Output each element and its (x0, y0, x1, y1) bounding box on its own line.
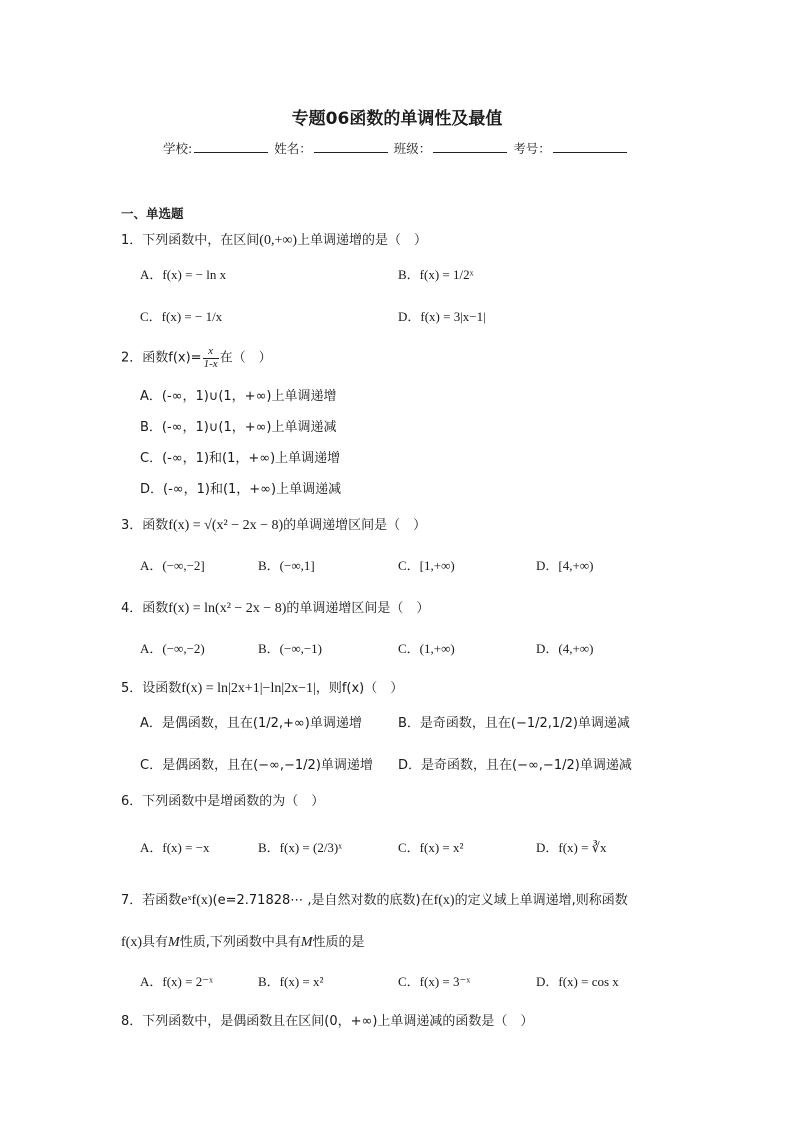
q7-line2-text-a: 具有 (142, 935, 169, 950)
q4-stem-text-b: 的单调递增区间是（ ） (286, 601, 430, 616)
class-blank (433, 141, 507, 153)
q7-line2-m2: M (300, 935, 313, 950)
q1-option-d[interactable]: D．f(x) = 3|x−1| (398, 309, 486, 324)
q1-stem-text-a: 1．下列函数中，在区间 (121, 233, 260, 248)
q5-option-c[interactable]: C．是偶函数，且在(−∞,−1/2)单调递增 (140, 758, 373, 773)
q2-frac-numerator: x (208, 345, 214, 357)
q5-stem-text-a: 5．设函数 (121, 681, 182, 696)
q1-option-c[interactable]: C．f(x) = − 1/x (140, 309, 223, 324)
q5-stem-text-b: ，则f(x)（ ） (315, 681, 404, 696)
q2-option-d[interactable]: D．(-∞，1)和(1，+∞)上单调递减 (140, 482, 342, 497)
question-2-stem (121, 346, 272, 370)
q7-line2-text-c: 性质的是 (312, 935, 365, 950)
q7-option-a[interactable]: A．f(x) = 2⁻ˣ (140, 974, 213, 989)
q7-stem-text-a: 7．若函数 (121, 893, 182, 908)
question-4-stem (121, 597, 429, 617)
q5-option-d[interactable]: D．是奇函数，且在(−∞,−1/2)单调递减 (398, 758, 632, 773)
q3-stem-text-b: 的单调递增区间是（ ） (283, 518, 427, 533)
q1-stem-text-b: 上单调递增的是（ ） (296, 233, 427, 248)
q7-option-d[interactable]: D．f(x) = cos x (536, 974, 619, 989)
page-title: 专题06函数的单调性及最值 (291, 109, 503, 129)
q4-stem-text-a: 4．函数 (121, 601, 169, 616)
q6-option-a[interactable]: A．f(x) = −x (140, 840, 210, 855)
q2-option-a[interactable]: A．(-∞，1)∪(1，+∞)上单调递增 (140, 389, 337, 404)
q2-stem-text-a: 2．函数f(x)= (121, 350, 202, 366)
q1-stem-math: (0,+∞) (259, 233, 297, 248)
exam-no-label: 考号： (513, 141, 551, 156)
q2-frac-denominator: 1-x (203, 357, 218, 370)
question-7-stem-line2 (121, 931, 365, 951)
q2-option-b[interactable]: B．(-∞，1)∪(1，+∞)上单调递减 (140, 420, 337, 435)
q3-stem-text-a: 3．函数 (121, 518, 169, 533)
q4-option-a[interactable]: A．(−∞,−2) (140, 641, 205, 656)
q7-stem-math: eˣf(x) (181, 893, 213, 908)
q7-line2-text-b: 性质,下列函数中具有 (179, 935, 301, 950)
q3-option-b[interactable]: B．(−∞,1] (258, 558, 315, 573)
class-label: 班级： (393, 141, 432, 156)
q4-option-c[interactable]: C．(1,+∞) (398, 641, 455, 656)
q2-stem-text-b: 在（ ） (219, 350, 272, 366)
school-label: 学校: (163, 141, 193, 156)
question-1-stem (121, 229, 427, 249)
exam-no-blank (553, 141, 627, 153)
school-blank (194, 141, 268, 153)
q6-option-d[interactable]: D．f(x) = ∛x (536, 840, 607, 855)
q3-option-a[interactable]: A．(−∞,−2] (140, 558, 205, 573)
q4-option-b[interactable]: B．(−∞,−1) (258, 641, 323, 656)
question-3-stem (121, 514, 426, 534)
q4-option-d[interactable]: D．(4,+∞) (536, 641, 594, 656)
q7-option-b[interactable]: B．f(x) = x² (258, 974, 324, 989)
q7-stem-text-b: (e=2.71828⋯ ,是自然对数的底数)在 (212, 893, 434, 908)
q5-option-a[interactable]: A．是偶函数，且在(1/2,+∞)单调递增 (140, 716, 362, 731)
q2-option-c[interactable]: C．(-∞，1)和(1，+∞)上单调递增 (140, 451, 341, 466)
q3-option-c[interactable]: C．[1,+∞) (398, 558, 455, 573)
q2-stem-fraction (203, 346, 219, 370)
q7-line2-m: M (168, 935, 180, 950)
question-5-stem (121, 677, 403, 697)
q7-stem-text-c: 的定义域上单调递增,则称函数 (454, 893, 628, 908)
section-title: 一、单选题 (121, 206, 184, 221)
question-8-stem: 8．下列函数中，是偶函数且在区间(0，+∞)上单调递减的函数是（ ） (121, 1014, 534, 1029)
question-7-stem-line1 (121, 889, 628, 909)
q1-option-b[interactable]: B．f(x) = 1/2ˣ (398, 267, 474, 282)
student-info-line (163, 139, 629, 157)
q5-stem-math: f(x) = ln|2x+1|−ln|2x−1| (181, 681, 316, 696)
question-6-stem: 6．下列函数中是增函数的为（ ） (121, 794, 325, 809)
q5-option-b[interactable]: B．是奇函数，且在(−1/2,1/2)单调递减 (398, 716, 630, 731)
q7-line2-math: f(x) (121, 935, 142, 950)
name-label: 姓名： (274, 141, 312, 156)
q1-option-a[interactable]: A．f(x) = − ln x (140, 267, 227, 282)
q7-option-c[interactable]: C．f(x) = 3⁻ˣ (398, 974, 471, 989)
q3-option-d[interactable]: D．[4,+∞) (536, 558, 594, 573)
q3-stem-math: f(x) = √(x² − 2x − 8) (168, 518, 284, 533)
q6-option-b[interactable]: B．f(x) = (2/3)ˣ (258, 840, 343, 855)
q6-option-c[interactable]: C．f(x) = x² (398, 840, 464, 855)
q7-stem-math2: f(x) (433, 893, 455, 908)
name-blank (314, 141, 388, 153)
q4-stem-math: f(x) = ln(x² − 2x − 8) (168, 601, 287, 616)
